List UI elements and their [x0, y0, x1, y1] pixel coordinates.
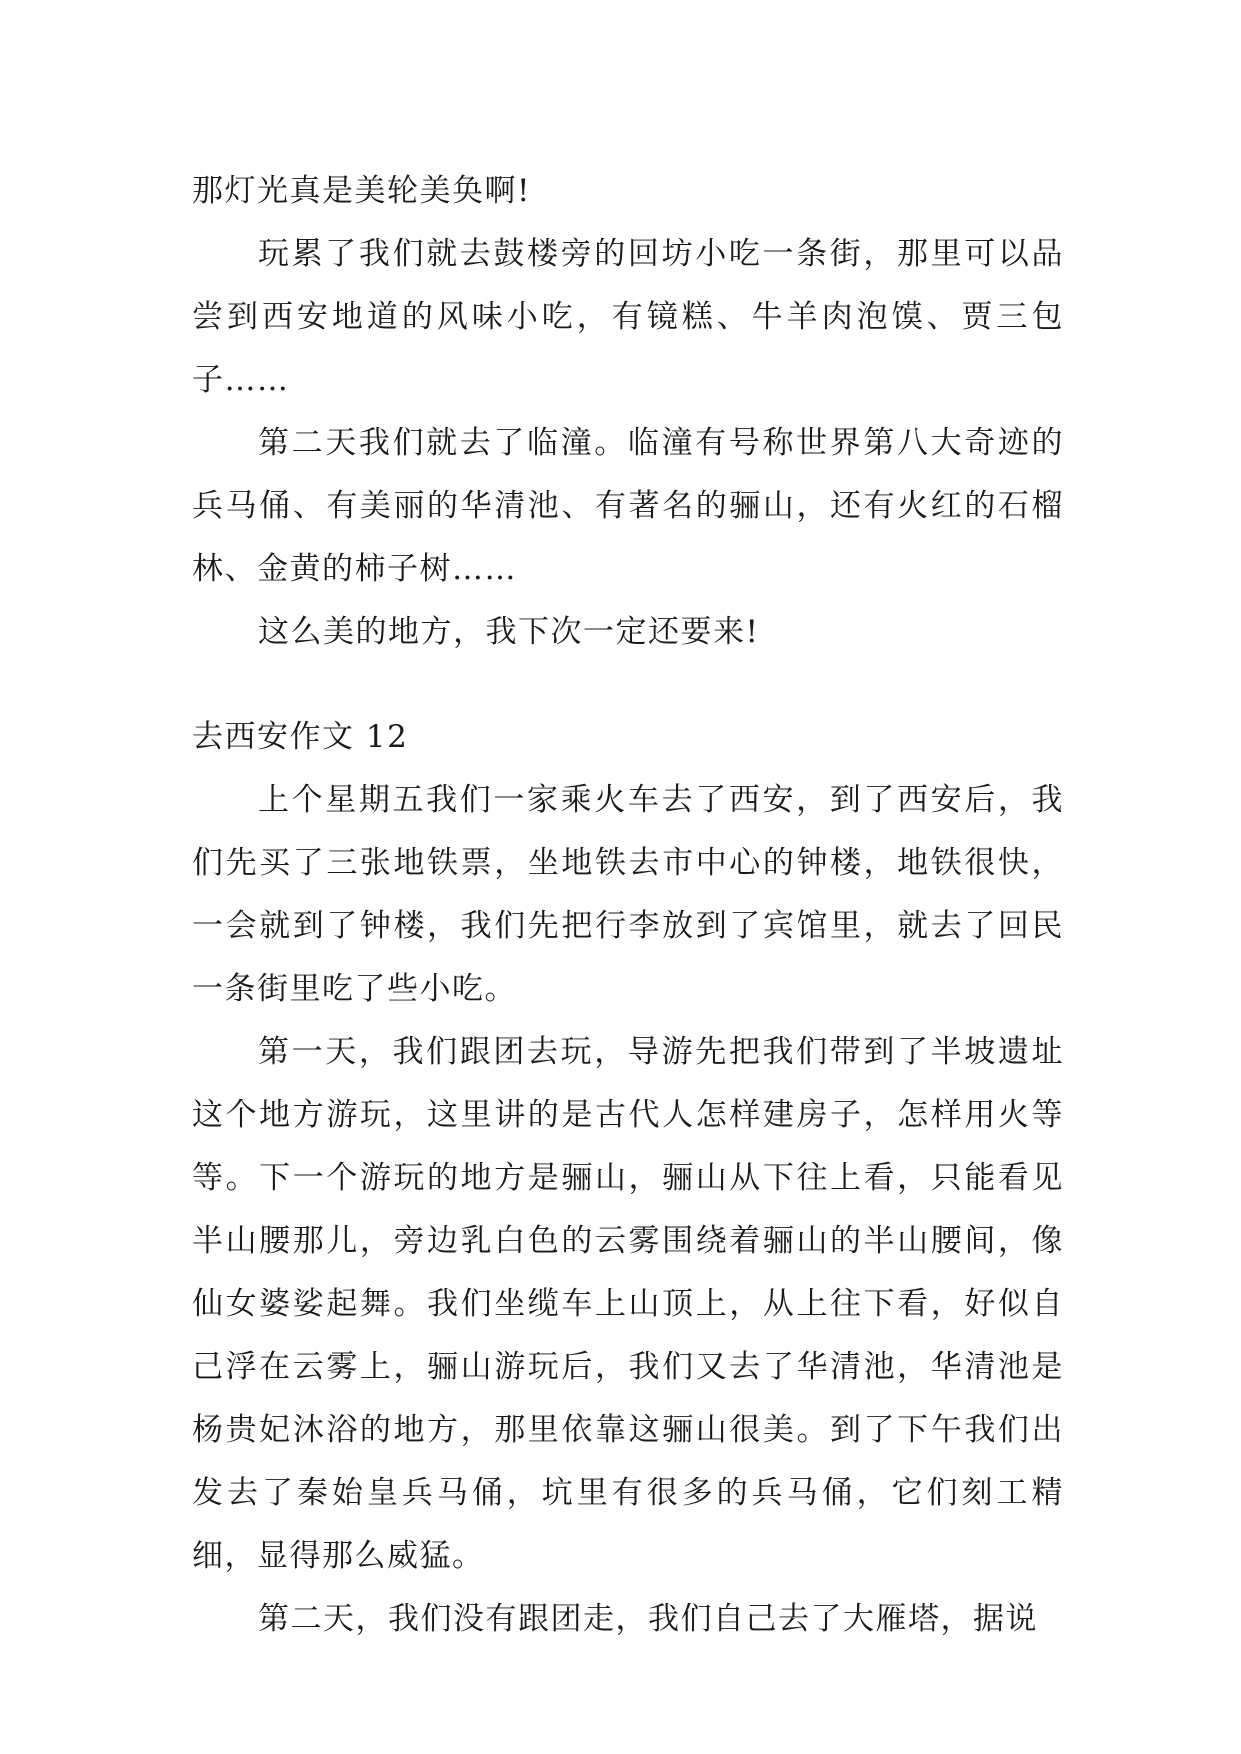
paragraph-lintong: 第二天我们就去了临潼。临潼有号称世界第八大奇迹的兵马俑、有美丽的华清池、有著名的骊山，还有火红的石榴林、金黄的柿子树……: [192, 425, 1064, 587]
document-body: [192, 160, 1064, 1651]
paragraph-arrival: 上个星期五我们一家乘火车去了西安，到了西安后，我们先买了三张地铁票，坐地铁去市中心的钟楼，地铁很快，一会就到了钟楼，我们先把行李放到了宾馆里，就去了回民一条街里吃了些小吃。: [192, 782, 1064, 1007]
paragraph-day-one: 第一天，我们跟团去玩，导游先把我们带到了半坡遗址这个地方游玩，这里讲的是古代人怎样建房子，怎样用火等等。下一个游玩的地方是骊山，骊山从下往上看，只能看见半山腰那儿，旁边乳白色的云雾围绕着骊山的半山腰间，像仙女婆娑起舞。我们坐缆车上山顶上，从上往下看，好似自己浮在云雾上，骊山游玩后，我们又去了华清池，华清池是杨贵妃沐浴的地方，那里依靠这骊山很美。到了下午我们出发去了秦始皇兵马俑，坑里有很多的兵马俑，它们刻工精细，显得那么威猛。: [192, 1034, 1064, 1574]
paragraph-closing: 这么美的地方，我下次一定还要来!: [258, 614, 760, 650]
section-title: 去西安作文 12: [192, 719, 409, 755]
paragraph-day-two: 第二天，我们没有跟团走，我们自己去了大雁塔，据说: [258, 1601, 1038, 1637]
paragraph-snack-street: 玩累了我们就去鼓楼旁的回坊小吃一条街，那里可以品尝到西安地道的风味小吃，有镜糕、牛羊肉泡馍、贾三包子……: [192, 236, 1064, 398]
paragraph-continued: 那灯光真是美轮美奂啊!: [192, 173, 531, 209]
section-gap: [192, 664, 1064, 706]
